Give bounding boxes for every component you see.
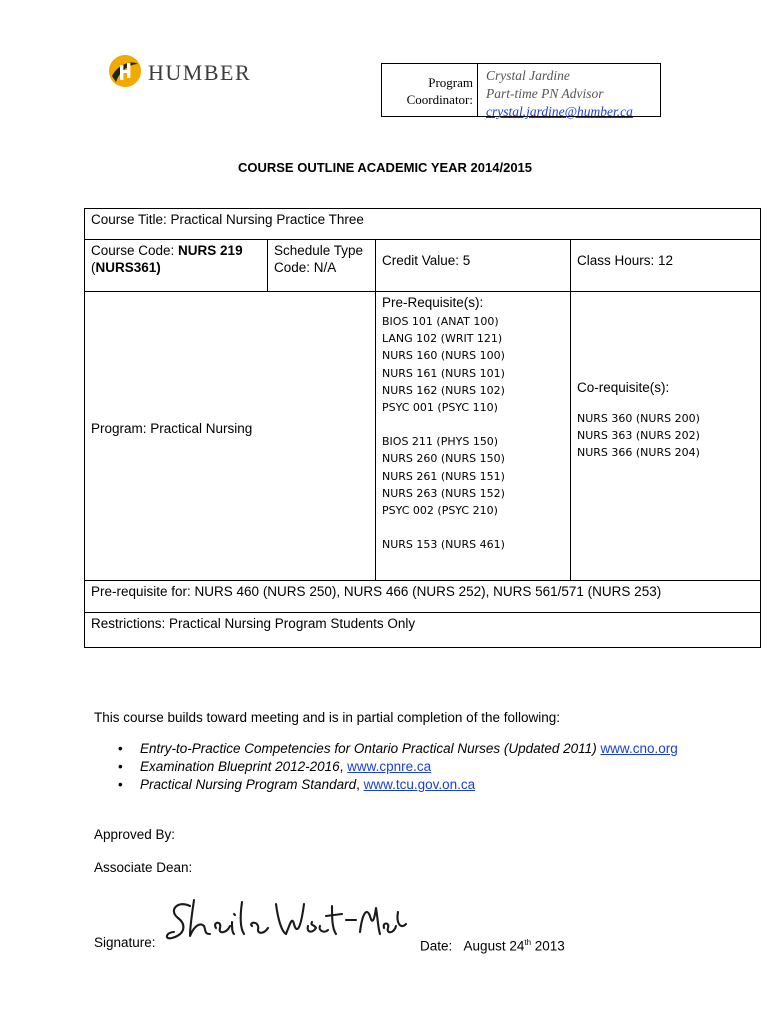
intro-text: This course builds toward meeting and is in partial completion of the following:: [94, 710, 560, 725]
cno-link[interactable]: www.cno.org: [600, 741, 678, 756]
corequisite-item: NURS 360 (NURS 200): [577, 412, 700, 425]
tcu-link[interactable]: www.tcu.gov.on.ca: [363, 777, 476, 792]
list-item: [118, 776, 678, 794]
course-code-cell: [84, 239, 267, 291]
humber-logo-icon: [108, 54, 142, 88]
list-item: [118, 758, 678, 776]
list-item-text: Entry-to-Practice Competencies for Ontario Practical Nurses (Updated 2011): [140, 741, 601, 756]
prerequisites-heading: Pre-Requisite(s):: [382, 295, 484, 310]
prerequisite-item: NURS 153 (NURS 461): [382, 538, 505, 552]
signature-label: Signature:: [94, 935, 156, 950]
prerequisites-group-2: [382, 433, 564, 519]
class-hours-cell: [570, 239, 761, 291]
credit-value-cell: [375, 239, 570, 291]
corequisite-item: NURS 366 (NURS 204): [577, 446, 700, 460]
coordinator-label-line1: Program: [428, 75, 473, 90]
date-suffix: th: [524, 938, 532, 947]
document-title: COURSE OUTLINE ACADEMIC YEAR 2014/2015: [237, 160, 533, 175]
prerequisite-item: NURS 162 (NURS 102): [382, 383, 505, 397]
prerequisites-group-1: [382, 313, 564, 416]
prerequisite-for: Pre-requisite for: NURS 460 (NURS 250), NURS 466 (NURS 252), NURS 561/571 (NURS 253): [91, 584, 662, 599]
course-code-alt: NURS361): [95, 260, 161, 275]
restrictions: Restrictions: Practical Nursing Program Students Only: [91, 616, 416, 631]
prerequisite-for-cell: [84, 580, 761, 612]
schedule-type-line2: Code: N/A: [274, 260, 337, 275]
handwritten-signature: [164, 896, 408, 948]
credit-value: Credit Value: 5: [382, 253, 471, 268]
prerequisite-item: BIOS 101 (ANAT 100): [382, 315, 499, 328]
prerequisite-item: BIOS 211 (PHYS 150): [382, 435, 499, 449]
prerequisites-cell: [375, 291, 570, 580]
restrictions-cell: [84, 612, 761, 648]
prerequisites-group-3: [382, 536, 564, 553]
date-label: Date:: [420, 938, 453, 954]
prerequisite-item: NURS 263 (NURS 152): [382, 486, 505, 500]
approved-by-label: Approved By:: [94, 827, 176, 842]
coordinator-box: [381, 63, 661, 117]
date-year: 2013: [531, 938, 565, 954]
associate-dean-label: Associate Dean:: [94, 860, 193, 875]
list-item-separator: ,: [339, 759, 348, 774]
coordinator-role: Part-time PN Advisor: [486, 86, 604, 101]
list-item-text: Practical Nursing Program Standard: [140, 777, 357, 792]
course-title: Course Title: Practical Nursing Practice Three: [91, 212, 364, 227]
list-item-separator: ,: [356, 777, 364, 792]
course-code: NURS 219: [178, 243, 243, 258]
prerequisite-item: LANG 102 (WRIT 121): [382, 332, 503, 346]
course-info-table: [84, 208, 761, 648]
corequisites-cell: [570, 291, 761, 580]
corequisites-heading: Co-requisite(s):: [577, 380, 670, 395]
humber-logo: [108, 54, 258, 90]
prerequisite-item: PSYC 001 (PSYC 110): [382, 401, 498, 415]
schedule-type-cell: [267, 239, 375, 291]
corequisites-list: [577, 410, 754, 462]
coordinator-label: [382, 64, 478, 116]
coordinator-info: [486, 67, 633, 121]
prerequisite-item: PSYC 002 (PSYC 210): [382, 504, 498, 518]
logo-wordmark: HUMBER: [148, 60, 252, 85]
list-item-text: Examination Blueprint 2012-2016: [140, 759, 340, 774]
coordinator-name: Crystal Jardine: [486, 68, 570, 83]
prerequisite-item: NURS 161 (NURS 101): [382, 366, 505, 380]
class-hours: Class Hours: 12: [577, 253, 674, 268]
prerequisite-item: NURS 261 (NURS 151): [382, 469, 505, 483]
corequisite-item: NURS 363 (NURS 202): [577, 429, 700, 443]
prerequisite-item: NURS 160 (NURS 100): [382, 349, 505, 363]
course-title-cell: [84, 208, 761, 239]
course-code-alt-paren: (: [91, 260, 96, 275]
date-month-day: August 24: [463, 938, 525, 954]
course-code-label: Course Code:: [91, 243, 179, 258]
program-name: Program: Practical Nursing: [91, 421, 253, 436]
prerequisite-item: NURS 260 (NURS 150): [382, 452, 505, 466]
coordinator-label-line2: Coordinator:: [406, 92, 473, 107]
date-field: [420, 934, 565, 955]
program-cell: [84, 291, 375, 580]
list-item: [118, 740, 678, 758]
cpnre-link[interactable]: www.cpnre.ca: [347, 759, 432, 774]
competency-list: [118, 740, 678, 794]
schedule-type-line1: Schedule Type: [274, 243, 364, 258]
coordinator-email-link[interactable]: crystal.jardine@humber.ca: [486, 104, 633, 119]
